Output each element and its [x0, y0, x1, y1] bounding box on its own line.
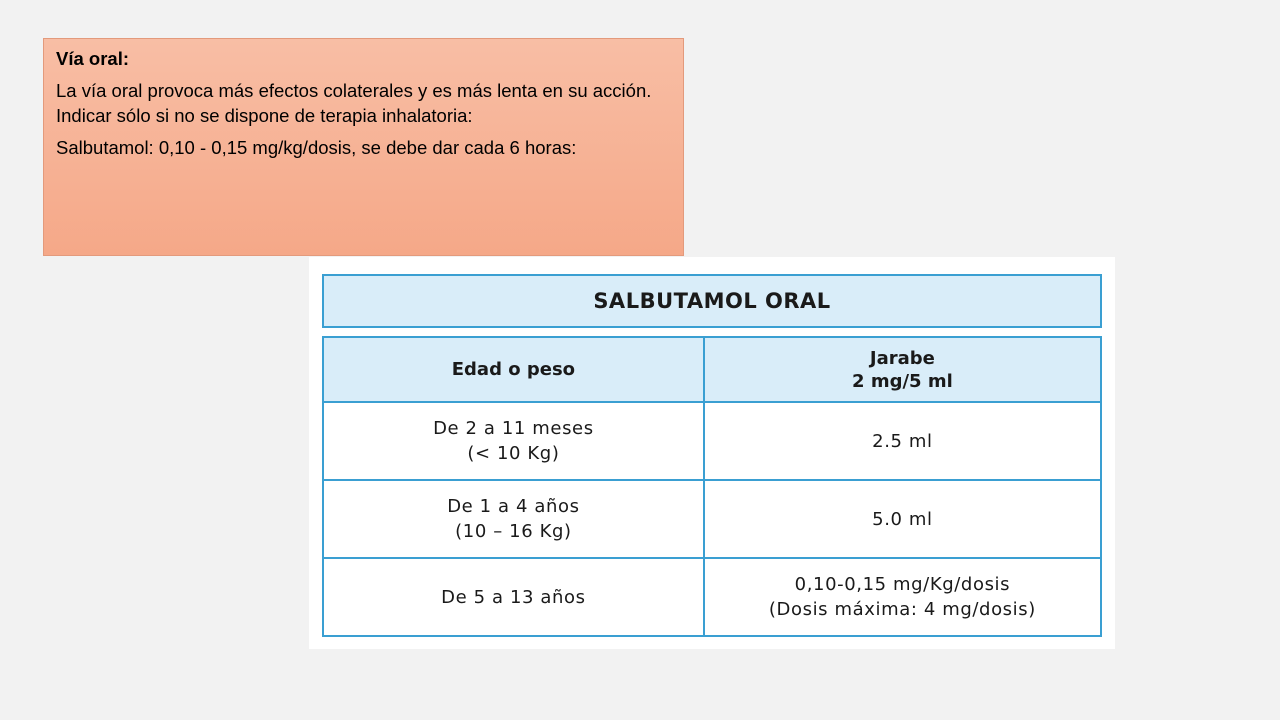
note-paragraph-salbutamol-dose: Salbutamol: 0,10 - 0,15 mg/kg/dosis, se debe dar cada 6 horas:: [56, 137, 577, 158]
table-title: SALBUTAMOL ORAL: [322, 274, 1102, 328]
row-dose-cell: 0,10-0,15 mg/Kg/dosis (Dosis máxima: 4 mg/dosis): [704, 558, 1101, 636]
row-age-cell: De 2 a 11 meses (< 10 Kg): [323, 402, 704, 480]
row-age-cell: De 1 a 4 años (10 – 16 Kg): [323, 480, 704, 558]
oral-route-note: [43, 38, 684, 256]
table-row: [323, 558, 1101, 636]
table-header-row: [323, 337, 1101, 402]
dose-table: [322, 336, 1102, 637]
note-paragraph-oral-route: La vía oral provoca más efectos colaterales y es más lenta en su acción. Indicar sólo si no se dispone de terapia inhalatoria:: [56, 80, 652, 126]
row-dose-cell: 5.0 ml: [704, 480, 1101, 558]
row-dose-cell: 2.5 ml: [704, 402, 1101, 480]
salbutamol-oral-table-image: [309, 257, 1115, 649]
table-row: [323, 402, 1101, 480]
header-syrup-name: Jarabe: [869, 347, 935, 369]
note-title: Vía oral:: [56, 48, 129, 69]
table-row: [323, 480, 1101, 558]
header-age-weight: Edad o peso: [323, 337, 704, 402]
header-syrup: [704, 337, 1101, 402]
row-age-cell: De 5 a 13 años: [323, 558, 704, 636]
header-syrup-concentration: 2 mg/5 ml: [852, 370, 953, 392]
